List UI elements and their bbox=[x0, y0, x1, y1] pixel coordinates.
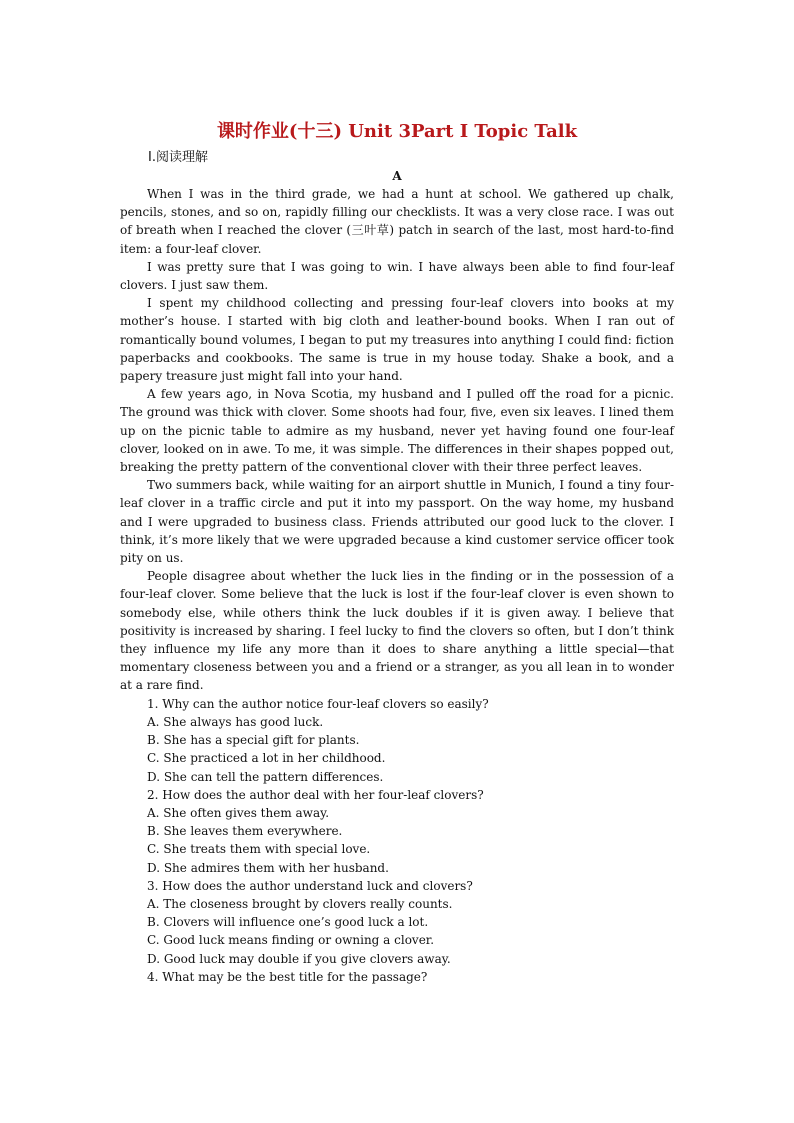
answer-option: A. The closeness brought by clovers really counts. bbox=[147, 896, 453, 911]
answer-option: B. Clovers will influence one’s good luck a lot. bbox=[147, 915, 429, 930]
answer-option: D. She admires them with her husband. bbox=[147, 860, 389, 875]
paragraph: Two summers back, while waiting for an airport shuttle in Munich, I found a tiny four-leaf clover in a traffic circle and put it into my passport. On the way home, my husband and I were upgraded to business class. Friends attributed our good luck to the clover. I think, it’s more likely that we were upgraded because a kind customer service officer took pity on us. bbox=[120, 478, 674, 566]
passage-label: A bbox=[392, 169, 402, 183]
paragraph: A few years ago, in Nova Scotia, my husband and I pulled off the road for a picnic. The ground was thick with clover. Some shoots had four, five, even six leaves. I lined them up on the picnic table to admire as my husband, never yet having found one four-leaf clover, looked on in awe. To me, it was simple. The differences in their shapes popped out, breaking the pretty pattern of the conventional clover with their three perfect leaves. bbox=[120, 387, 674, 475]
answer-option: D. She can tell the pattern differences. bbox=[147, 769, 384, 784]
answer-option: B. She leaves them everywhere. bbox=[147, 824, 343, 839]
page-title: 课时作业(十三) Unit 3Part Ⅰ Topic Talk bbox=[216, 121, 578, 142]
paragraph: I spent my childhood collecting and pressing four-leaf clovers into books at my mother’s house. I started with big cloth and leather-bound books. When I ran out of romantically bound volumes, I began to put my treasures into anything I could find: fiction paperbacks and cookbooks. The same is true in my house today. Shake a book, and a papery treasure just might fall into your hand. bbox=[120, 296, 674, 384]
question-stem: 2. How does the author deal with her four-leaf clovers? bbox=[147, 787, 484, 802]
answer-option: B. She has a special gift for plants. bbox=[147, 733, 360, 748]
answer-option: C. She treats them with special love. bbox=[147, 842, 371, 857]
question-stem: 1. Why can the author notice four-leaf clovers so easily? bbox=[147, 696, 489, 711]
question-stem: 3. How does the author understand luck and clovers? bbox=[147, 878, 473, 893]
paragraph: People disagree about whether the luck lies in the finding or in the possession of a four-leaf clover. Some believe that the luck is lost if the four-leaf clover is even shown to somebody else, while others think the luck doubles if it is given away. I believe that positivity is increased by sharing. I feel lucky to find the clovers so often, but I don’t think they influence my life any more than it does to share anything a little special—that momentary closeness between you and a friend or a stranger, as you all lean in to wonder at a rare find. bbox=[120, 569, 674, 693]
passage-body bbox=[120, 185, 674, 695]
question-list bbox=[120, 695, 674, 986]
answer-option: A. She often gives them away. bbox=[147, 805, 330, 820]
answer-option: A. She always has good luck. bbox=[147, 714, 324, 729]
section-heading: Ⅰ.阅读理解 bbox=[148, 150, 208, 165]
answer-option: C. She practiced a lot in her childhood. bbox=[147, 751, 386, 766]
paragraph: When I was in the third grade, we had a hunt at school. We gathered up chalk, pencils, stones, and so on, rapidly filling our checklists. It was a very close race. I was out of breath when I reached the clover (三叶草) patch in search of the last, most hard-to-find item: a four-leaf clover. bbox=[120, 187, 674, 256]
answer-option: D. Good luck may double if you give clovers away. bbox=[147, 951, 451, 966]
question-stem: 4. What may be the best title for the passage? bbox=[147, 969, 428, 984]
answer-option: C. Good luck means finding or owning a clover. bbox=[147, 933, 435, 948]
document-page bbox=[120, 118, 674, 986]
paragraph: I was pretty sure that I was going to win. I have always been able to find four-leaf clovers. I just saw them. bbox=[120, 259, 674, 293]
